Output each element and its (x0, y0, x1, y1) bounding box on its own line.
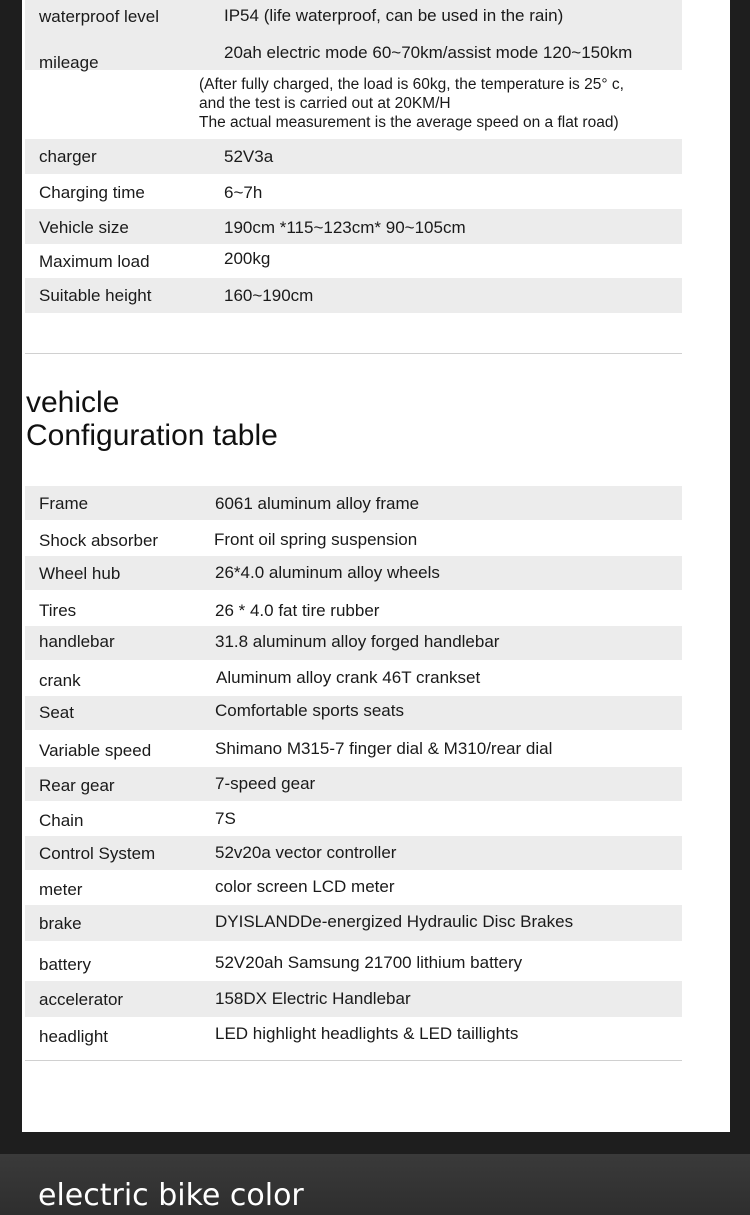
config-label: Shock absorber (39, 531, 159, 550)
spec-value: IP54 (life waterproof, can be used in the rain) (224, 6, 564, 25)
config-value: 31.8 aluminum alloy forged handlebar (215, 632, 500, 651)
config-value: Front oil spring suspension (214, 530, 418, 549)
config-value: 52v20a vector controller (215, 843, 397, 862)
config-row-rear-gear (25, 767, 682, 801)
config-row-frame (25, 486, 682, 520)
config-value: DYISLANDDe-energized Hydraulic Disc Brakes (215, 912, 574, 931)
config-row-tires (25, 590, 682, 626)
config-label: Variable speed (39, 741, 152, 760)
config-value: 26*4.0 aluminum alloy wheels (215, 563, 440, 582)
spec-label: mileage (39, 53, 99, 72)
config-label: Frame (39, 494, 89, 513)
config-heading-line1: vehicle (26, 386, 120, 419)
config-row-seat (25, 696, 682, 730)
config-label: accelerator (39, 990, 124, 1009)
config-value: 26 * 4.0 fat tire rubber (215, 601, 380, 620)
config-value: Aluminum alloy crank 46T crankset (216, 668, 481, 687)
config-value: 7S (215, 809, 236, 828)
config-label: Rear gear (39, 776, 115, 795)
config-value: LED highlight headlights & LED taillights (215, 1024, 519, 1043)
config-value: 52V20ah Samsung 21700 lithium battery (215, 953, 523, 972)
config-row-battery (25, 941, 682, 981)
section-divider (25, 353, 682, 354)
config-value: 158DX Electric Handlebar (215, 989, 411, 1008)
spec-row-waterproof (25, 0, 682, 34)
spec-row-mileage (25, 34, 682, 70)
config-value: Comfortable sports seats (215, 701, 404, 720)
spec-label: waterproof level (39, 7, 160, 26)
config-row-crank (25, 660, 682, 696)
config-row-variable-speed (25, 730, 682, 767)
config-label: Control System (39, 844, 156, 863)
config-heading (26, 386, 278, 452)
spec-label: Charging time (39, 183, 145, 202)
config-label: headlight (39, 1027, 109, 1046)
config-row-control-system (25, 836, 682, 870)
spec-label: charger (39, 147, 97, 166)
config-label: battery (39, 955, 91, 974)
config-value: 7-speed gear (215, 774, 316, 793)
config-label: crank (39, 671, 81, 690)
mileage-test-note: (After fully charged, the load is 60kg, the temperature is 25° c, and the test is carried out at 20KM/H The actual measurement is the average speed on a flat road) (199, 76, 624, 131)
config-label: Chain (39, 811, 84, 830)
config-label: Wheel hub (39, 564, 121, 583)
spec-value: 6~7h (224, 183, 263, 202)
config-row-brake (25, 905, 682, 941)
config-label: meter (39, 880, 83, 899)
config-row-accelerator (25, 981, 682, 1017)
config-row-chain (25, 801, 682, 836)
config-label: Tires (39, 601, 77, 620)
config-label: Seat (39, 703, 74, 722)
config-row-shock-absorber (25, 520, 682, 556)
spec-row-charger (25, 139, 682, 174)
spec-label: Vehicle size (39, 218, 129, 237)
color-section-title: electric bike color (38, 1178, 304, 1213)
config-value: color screen LCD meter (215, 877, 395, 896)
spec-value: 190cm *115~123cm* 90~105cm (224, 218, 466, 237)
config-row-wheel-hub (25, 556, 682, 590)
config-row-meter (25, 870, 682, 905)
config-label: handlebar (39, 632, 115, 651)
spec-row-maximum-load (25, 244, 682, 278)
config-value: Shimano M315-7 finger dial & M310/rear dial (215, 739, 553, 758)
spec-row-suitable-height (25, 278, 682, 313)
table-bottom-divider (25, 1060, 682, 1061)
spec-row-vehicle-size (25, 209, 682, 244)
spec-row-charging-time (25, 174, 682, 209)
spec-value: 52V3a (224, 147, 274, 166)
config-heading-line2: Configuration table (26, 419, 278, 452)
spec-value: 200kg (224, 249, 271, 268)
config-row-headlight (25, 1017, 682, 1057)
spec-label: Suitable height (39, 286, 152, 305)
config-value: 6061 aluminum alloy frame (215, 494, 420, 513)
spec-value: 160~190cm (224, 286, 314, 305)
config-label: brake (39, 914, 82, 933)
spec-value: 20ah electric mode 60~70km/assist mode 120~150km (224, 43, 633, 62)
spec-label: Maximum load (39, 252, 150, 271)
config-row-handlebar (25, 626, 682, 660)
